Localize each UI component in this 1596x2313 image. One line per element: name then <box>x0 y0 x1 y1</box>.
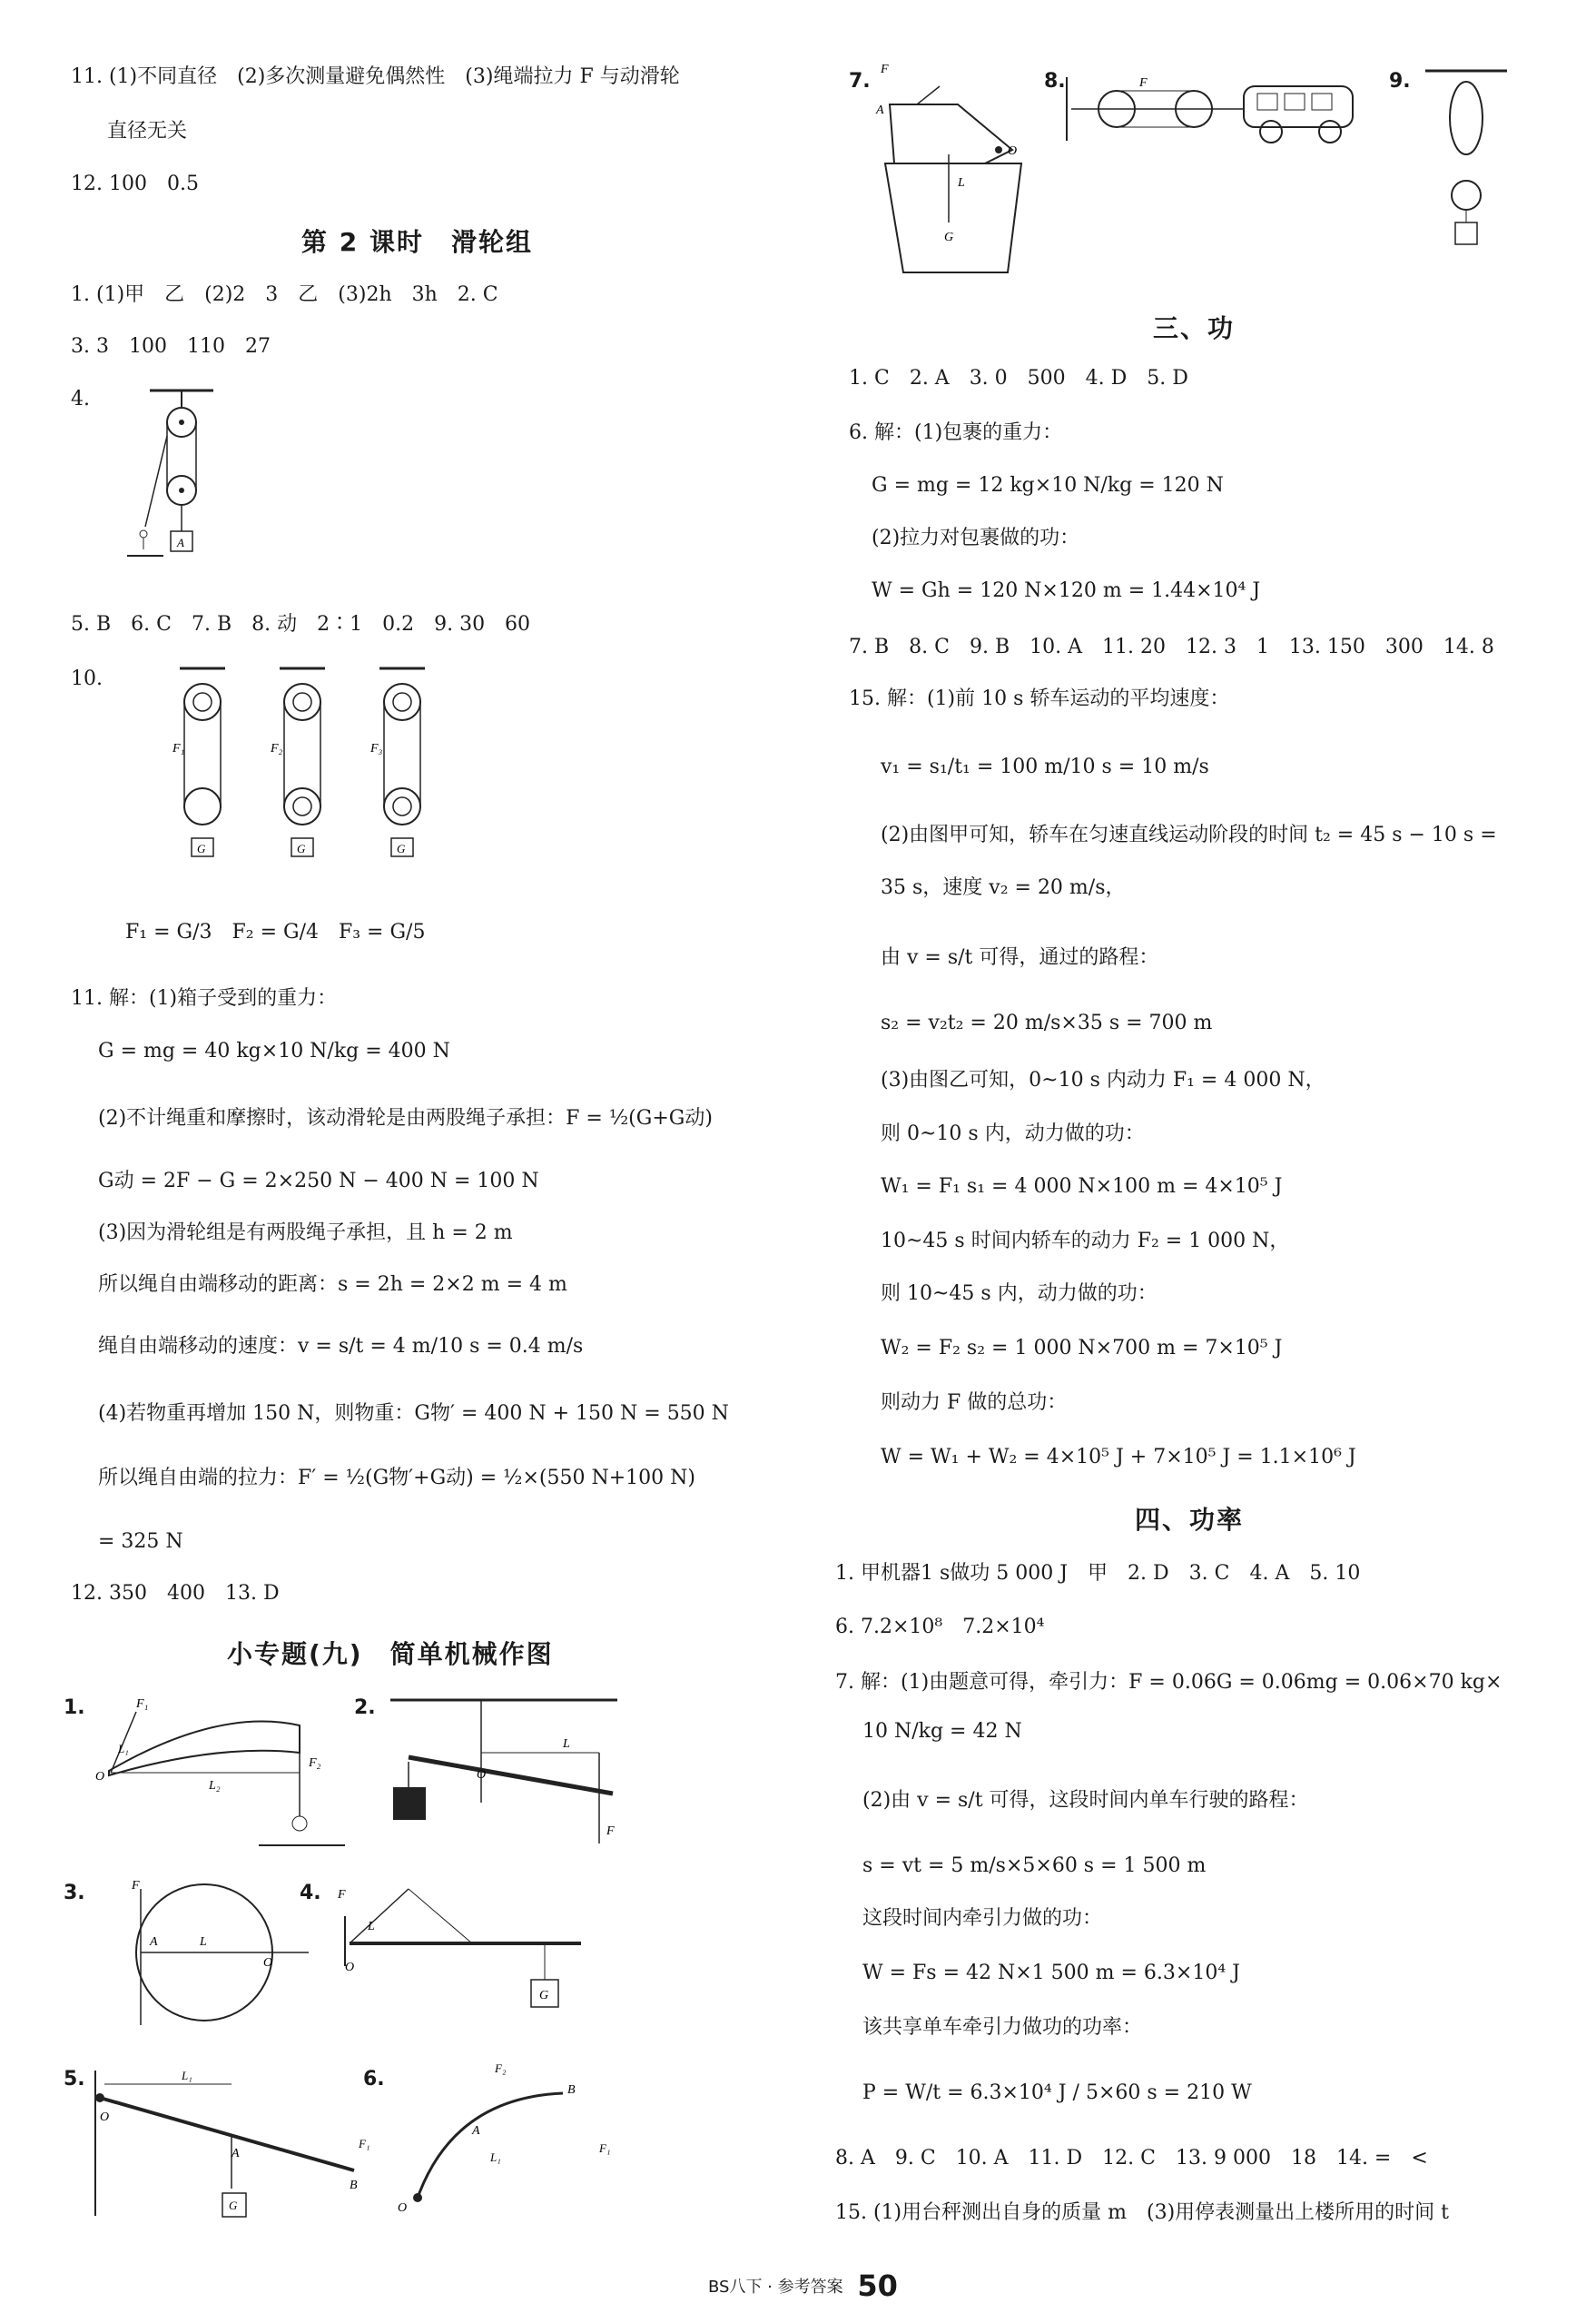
svg-text:L: L <box>958 176 965 190</box>
solution-line: 35 s，速度 v₂ = 20 m/s， <box>881 876 1126 899</box>
solution-line: 7. 解：(1)由题意可得，牵引力：F = 0.06G = 0.06mg = 0.06×70 kg× <box>835 1671 1502 1694</box>
formula-line: F₁ = G/3 F₂ = G/4 F₃ = G/5 <box>125 921 426 944</box>
inclined-lever-diagram <box>82 2061 381 2225</box>
section-heading: 小专题(九) 简单机械作图 <box>227 1639 554 1669</box>
svg-text:L: L <box>368 1920 375 1933</box>
lever-diagram-2 <box>381 1689 635 1853</box>
solution-line: (4)若物重再增加 150 N，则物重：G物′ = 400 N + 150 N = 550 N <box>98 1402 729 1425</box>
answer-line: 1. 甲机器1 s做功 5 000 J 甲 2. D 3. C 4. A 5. 10 <box>835 1562 1361 1585</box>
solution-line: W = W₁ + W₂ = 4×10⁵ J + 7×10⁵ J = 1.1×10⁶ J <box>881 1446 1356 1468</box>
svg-text:F: F <box>1139 76 1148 90</box>
figure-number: 5. <box>64 2068 85 2091</box>
solution-line: W₂ = F₂ s₂ = 1 000 N×700 m = 7×10⁵ J <box>881 1337 1283 1359</box>
svg-text:G: G <box>397 842 406 855</box>
svg-text:L: L <box>200 1935 207 1949</box>
curved-lever-diagram <box>381 2061 635 2225</box>
solution-line: 则动力 F 做的总功： <box>881 1391 1068 1414</box>
solution-line: W₁ = F₁ s₁ = 4 000 N×100 m = 4×10⁵ J <box>881 1175 1283 1198</box>
answer-line: 直径无关 <box>107 120 188 143</box>
figure-number: 2. <box>354 1696 376 1719</box>
svg-text:F₁: F₁ <box>172 742 185 756</box>
svg-text:A: A <box>177 536 184 549</box>
svg-text:F₃: F₃ <box>370 742 383 756</box>
solution-line: G = mg = 40 kg×10 N/kg = 400 N <box>98 1040 450 1063</box>
svg-text:L₂: L₂ <box>209 1779 221 1793</box>
svg-text:O: O <box>398 2201 408 2215</box>
rolling-cylinder-diagram <box>100 1880 318 2034</box>
solution-line: 由 v = s/t 可得，通过的路程： <box>881 946 1159 969</box>
svg-text:F₂: F₂ <box>271 742 283 756</box>
solution-line: 10 N/kg = 42 N <box>862 1720 1022 1743</box>
solution-line: 15. 解：(1)前 10 s 轿车运动的平均速度： <box>849 687 1230 710</box>
pulley-blocks-figure <box>118 661 481 888</box>
figure-number: 7. <box>849 70 871 93</box>
solution-line: v₁ = s₁/t₁ = 100 m/10 s = 10 m/s <box>881 756 1209 778</box>
solution-line: 则 0~10 s 内，动力做的功： <box>881 1122 1145 1145</box>
svg-text:O: O <box>263 1956 273 1970</box>
solution-line: (3)由图乙可知，0~10 s 内动力 F₁ = 4 000 N， <box>881 1069 1325 1092</box>
bucket-lever-diagram <box>876 59 1058 286</box>
pulley-system-figure <box>109 381 254 572</box>
solution-line: (2)由 v = s/t 可得，这段时间内单车行驶的路程： <box>862 1789 1309 1812</box>
svg-text:O: O <box>345 1961 355 1974</box>
svg-text:O: O <box>95 1770 105 1784</box>
svg-text:G: G <box>944 231 954 244</box>
answer-line: 6. 7.2×10⁸ 7.2×10⁴ <box>835 1616 1045 1638</box>
answer-line: 4. <box>71 388 90 410</box>
solution-line: = 325 N <box>98 1530 183 1553</box>
solution-line: 所以绳自由端的拉力：F′ = ½(G物′+G动) = ½×(550 N+100 N) <box>98 1467 695 1489</box>
answer-line: 12. 350 400 13. D <box>71 1582 280 1605</box>
svg-text:F: F <box>606 1824 615 1838</box>
figure-number: 4. <box>300 1882 321 1904</box>
solution-line: (2)拉力对包裹做的功： <box>872 527 1080 549</box>
answer-line: 1. C 2. A 3. 0 500 4. D 5. D <box>849 367 1188 390</box>
answer-line: 12. 100 0.5 <box>71 173 199 195</box>
answer-line: 15. (1)用台秤测出自身的质量 m (3)用停表测量出上楼所用的时间 t <box>835 2201 1449 2224</box>
svg-text:B: B <box>350 2179 358 2192</box>
solution-line: 则 10~45 s 内，动力做的功： <box>881 1282 1158 1305</box>
solution-line: 绳自由端移动的速度：v = s/t = 4 m/10 s = 0.4 m/s <box>98 1335 584 1358</box>
page-number: 50 <box>857 2269 898 2303</box>
footer-label: BS八下 · 参考答案 <box>708 2278 843 2297</box>
answer-line: 11. (1)不同直径 (2)多次测量避免偶然性 (3)绳端拉力 F 与动滑轮 <box>71 65 680 88</box>
wall-lever-diagram <box>327 1880 599 2043</box>
svg-text:G: G <box>297 842 306 855</box>
section-heading: 第 2 课时 滑轮组 <box>301 227 533 257</box>
svg-text:F: F <box>881 63 889 76</box>
solution-line: (2)不计绳重和摩擦时，该动滑轮是由两股绳子承担：F = ½(G+G动) <box>98 1107 713 1130</box>
solution-line: 所以绳自由端移动的距离：s = 2h = 2×2 m = 4 m <box>98 1273 567 1296</box>
svg-text:O: O <box>1008 144 1018 158</box>
svg-text:L: L <box>563 1737 570 1751</box>
svg-text:A: A <box>232 2147 240 2160</box>
section-heading: 三、功 <box>1153 313 1236 343</box>
svg-text:B: B <box>567 2083 576 2097</box>
lever-diagram-1 <box>91 1689 321 1853</box>
answer-line: 7. B 8. C 9. B 10. A 11. 20 12. 3 1 13. 150 300 14. 8 <box>849 636 1494 658</box>
answer-line: 3. 3 100 110 27 <box>71 335 271 358</box>
svg-text:G: G <box>539 1989 549 2002</box>
figure-number: 9. <box>1389 70 1411 93</box>
solution-line: W = Fs = 42 N×1 500 m = 6.3×10⁴ J <box>862 1962 1240 1984</box>
svg-text:F₁: F₁ <box>359 2137 370 2150</box>
solution-line: s₂ = v₂t₂ = 20 m/s×35 s = 700 m <box>881 1012 1213 1034</box>
answer-line: 8. A 9. C 10. A 11. D 12. C 13. 9 000 18 14. = < <box>835 2147 1428 2170</box>
svg-text:A: A <box>876 104 884 117</box>
answer-line: 1. (1)甲 乙 (2)2 3 乙 (3)2h 3h 2. C <box>71 283 498 306</box>
solution-line: G = mg = 12 kg×10 N/kg = 120 N <box>872 474 1224 497</box>
svg-text:O: O <box>100 2110 110 2124</box>
figure-number: 6. <box>363 2068 385 2091</box>
car-pulley-diagram <box>1062 59 1389 159</box>
answer-line: 5. B 6. C 7. B 8. 动 2∶1 0.2 9. 30 60 <box>71 613 531 636</box>
solution-line: (2)由图甲可知，轿车在匀速直线运动阶段的时间 t₂ = 45 s − 10 s = <box>881 824 1497 846</box>
svg-text:F₁: F₁ <box>136 1697 149 1711</box>
solution-line: (3)因为滑轮组是有两股绳子承担，且 h = 2 m <box>98 1221 513 1244</box>
answer-line: 10. <box>71 667 103 690</box>
solution-line: W = Gh = 120 N×120 m = 1.44×10⁴ J <box>872 579 1261 602</box>
svg-text:L₁: L₁ <box>490 2150 501 2164</box>
figure-number: 1. <box>64 1696 85 1719</box>
svg-text:A: A <box>150 1935 158 1949</box>
svg-text:F₂: F₂ <box>309 1756 321 1770</box>
solution-line: s = vt = 5 m/s×5×60 s = 1 500 m <box>862 1854 1207 1877</box>
solution-line: P = W/t = 6.3×10⁴ J / 5×60 s = 210 W <box>862 2081 1252 2104</box>
svg-text:L₁: L₁ <box>118 1742 129 1755</box>
solution-line: 这段时间内牵引力做的功： <box>862 1907 1103 1930</box>
svg-text:L₁: L₁ <box>182 2069 192 2082</box>
solution-line: 该共享单车牵引力做功的功率： <box>862 2016 1143 2039</box>
svg-text:O: O <box>477 1768 487 1782</box>
svg-text:F₁: F₁ <box>599 2141 611 2155</box>
section-heading: 四、功率 <box>1135 1505 1245 1535</box>
vertical-pulley-diagram <box>1416 64 1516 254</box>
svg-text:F₂: F₂ <box>495 2061 507 2075</box>
svg-text:A: A <box>472 2124 480 2138</box>
solution-line: 6. 解：(1)包裹的重力： <box>849 421 1063 444</box>
solution-line: 10~45 s 时间内轿车的动力 F₂ = 1 000 N， <box>881 1230 1290 1252</box>
figure-number: 8. <box>1044 70 1066 93</box>
figure-number: 3. <box>64 1882 85 1904</box>
svg-text:F: F <box>338 1888 346 1902</box>
svg-text:G: G <box>197 842 206 855</box>
solution-line: 11. 解：(1)箱子受到的重力： <box>71 987 338 1010</box>
svg-text:F: F <box>132 1879 140 1893</box>
solution-line: G动 = 2F − G = 2×250 N − 400 N = 100 N <box>98 1170 539 1192</box>
page-footer <box>708 2269 898 2303</box>
svg-text:G: G <box>229 2199 238 2212</box>
